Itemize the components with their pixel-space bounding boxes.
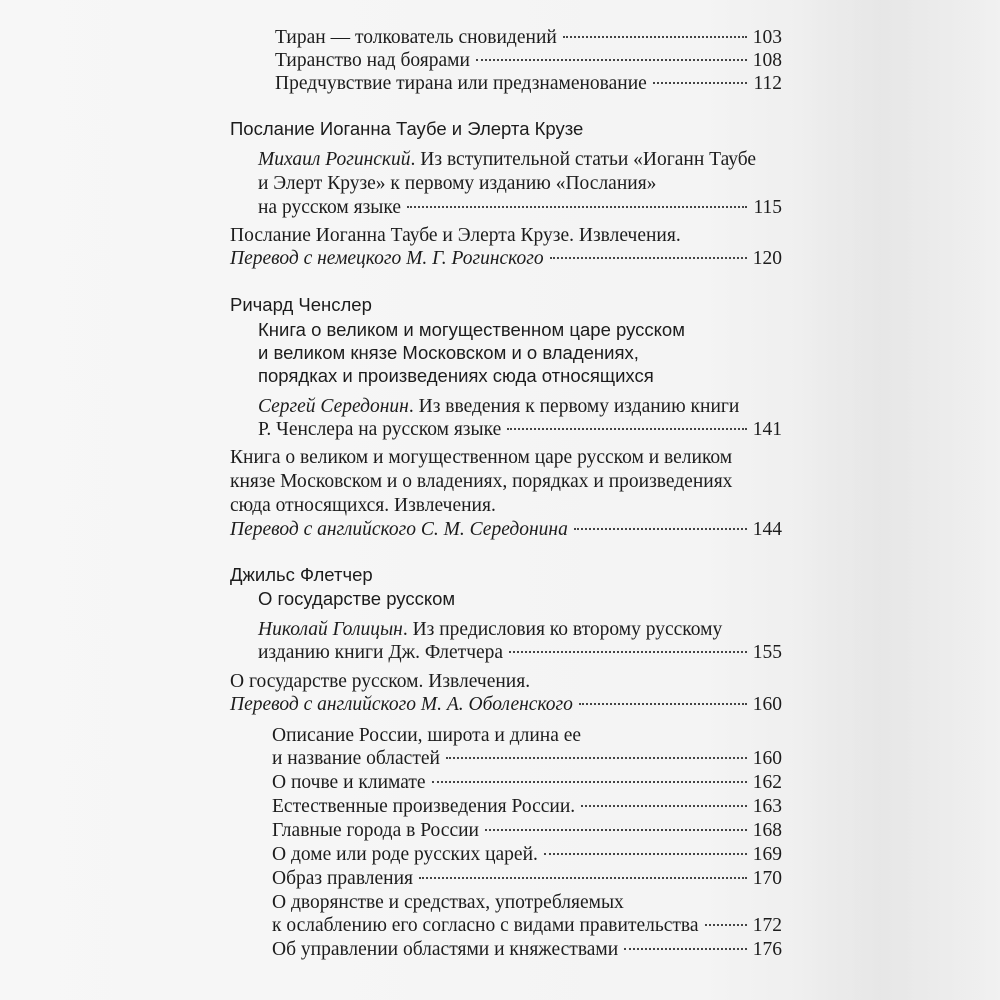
toc-page-number: 176	[752, 939, 782, 960]
translation-credit: Перевод с английского С. М. Середонина	[230, 519, 568, 540]
leader-dots	[432, 781, 747, 783]
toc-entry	[272, 795, 782, 819]
leader-dots	[419, 877, 747, 879]
intro-line: Николай Голицын. Из предисловия ко второму русскому	[258, 619, 723, 640]
extract-title: Послание Иоганна Таубе и Элерта Крузе. Извлечения.	[230, 225, 681, 246]
toc-entry-title: Тиран — толкователь сновидений	[275, 27, 557, 48]
toc-page-number: 141	[752, 419, 782, 440]
leader-dots	[574, 528, 747, 530]
intro-line: Сергей Середонин. Из введения к первому изданию книги	[258, 396, 740, 417]
section-heading: Джильс Флетчер	[230, 564, 373, 585]
leader-dots	[485, 829, 747, 831]
toc-page-number: 115	[753, 197, 782, 218]
leader-dots	[507, 428, 746, 430]
toc-entry	[258, 418, 782, 442]
leader-dots	[581, 805, 747, 807]
toc-entry-title: на русском языке	[258, 197, 402, 218]
toc-entry	[275, 49, 782, 73]
toc-page-number: 162	[752, 772, 782, 793]
toc-entry-title: к ослаблению его согласно с видами правительства	[272, 915, 699, 936]
chapter-title: О дворянстве и средствах, употребляемых	[272, 892, 624, 913]
intro-author: Михаил Рогинский	[258, 149, 411, 170]
toc-page-number: 108	[752, 50, 782, 71]
section-heading: Послание Иоганна Таубе и Элерта Крузе	[230, 118, 584, 139]
work-title: порядках и произведениях сюда относящихся	[258, 365, 654, 386]
toc-entry	[272, 914, 782, 938]
leader-dots	[705, 924, 747, 926]
toc-entry-title: Об управлении областями и княжествами	[272, 939, 619, 960]
work-title: О государстве русском	[258, 588, 456, 609]
toc-entry	[258, 196, 782, 220]
toc-entry	[230, 518, 782, 542]
leader-dots	[563, 36, 747, 38]
extract-title: Книга о великом и могущественном царе русском и великом	[230, 447, 733, 468]
leader-dots	[550, 257, 747, 259]
toc-page-number: 144	[752, 519, 782, 540]
toc-entry	[275, 72, 782, 96]
toc-entry-title: и название областей	[272, 748, 440, 769]
toc-entry-title: Образ правления	[272, 868, 414, 889]
toc-entry-title: Предчувствие тирана или предзнаменование	[275, 73, 647, 94]
toc-entry-title: Р. Ченслера на русском языке	[258, 419, 502, 440]
toc-entry	[258, 641, 782, 665]
extract-title: О государстве русском. Извлечения.	[230, 671, 531, 692]
toc-page-number: 170	[752, 868, 782, 889]
translation-credit: Перевод с немецкого М. Г. Рогинского	[230, 248, 544, 269]
toc-entry-title: О доме или роде русских царей.	[272, 844, 538, 865]
toc-entry	[272, 747, 782, 771]
work-title: Книга о великом и могущественном царе русском	[258, 319, 685, 340]
toc-page-number: 120	[752, 248, 782, 269]
toc-page-number: 163	[752, 796, 782, 817]
section-heading: Ричард Ченслер	[230, 294, 372, 315]
toc-page-number: 112	[753, 73, 782, 94]
leader-dots	[653, 82, 748, 84]
toc-entry	[272, 843, 782, 867]
toc-entry	[272, 938, 782, 962]
toc-entry-title: изданию книги Дж. Флетчера	[258, 642, 504, 663]
toc-entry	[275, 26, 782, 50]
work-title: и великом князе Московском и о владениях,	[258, 342, 639, 363]
leader-dots	[544, 853, 747, 855]
toc-entry-title: Тиранство над боярами	[275, 50, 470, 71]
toc-page-number: 160	[752, 748, 782, 769]
toc-entry	[230, 693, 782, 717]
leader-dots	[579, 703, 747, 705]
intro-author: Сергей Середонин	[258, 396, 409, 417]
toc-entry-title: Естественные произведения России.	[272, 796, 576, 817]
leader-dots	[509, 651, 747, 653]
toc-entry	[272, 867, 782, 891]
toc-page-number: 155	[752, 642, 782, 663]
intro-line: и Элерт Крузе» к первому изданию «Послания»	[258, 173, 657, 194]
leader-dots	[446, 757, 747, 759]
extract-title: сюда относящихся. Извлечения.	[230, 495, 496, 516]
toc-entry	[272, 771, 782, 795]
toc-page-number: 168	[752, 820, 782, 841]
toc-entry	[272, 819, 782, 843]
toc-entry	[230, 247, 782, 271]
leader-dots	[624, 948, 747, 950]
translation-credit: Перевод с английского М. А. Оболенского	[230, 694, 573, 715]
toc-page-number: 172	[752, 915, 782, 936]
chapter-title: Описание России, широта и длина ее	[272, 725, 582, 746]
leader-dots	[476, 59, 747, 61]
toc-entry-title: О почве и климате	[272, 772, 426, 793]
extract-title: князе Московском и о владениях, порядках и произведениях	[230, 471, 733, 492]
toc-page-number: 160	[752, 694, 782, 715]
toc-entry-title: Главные города в России	[272, 820, 479, 841]
leader-dots	[407, 206, 747, 208]
intro-author: Николай Голицын	[258, 619, 403, 640]
intro-line: Михаил Рогинский. Из вступительной статьи «Иоганн Таубе	[258, 149, 757, 170]
toc-page-number: 103	[752, 27, 782, 48]
toc-page-number: 169	[752, 844, 782, 865]
